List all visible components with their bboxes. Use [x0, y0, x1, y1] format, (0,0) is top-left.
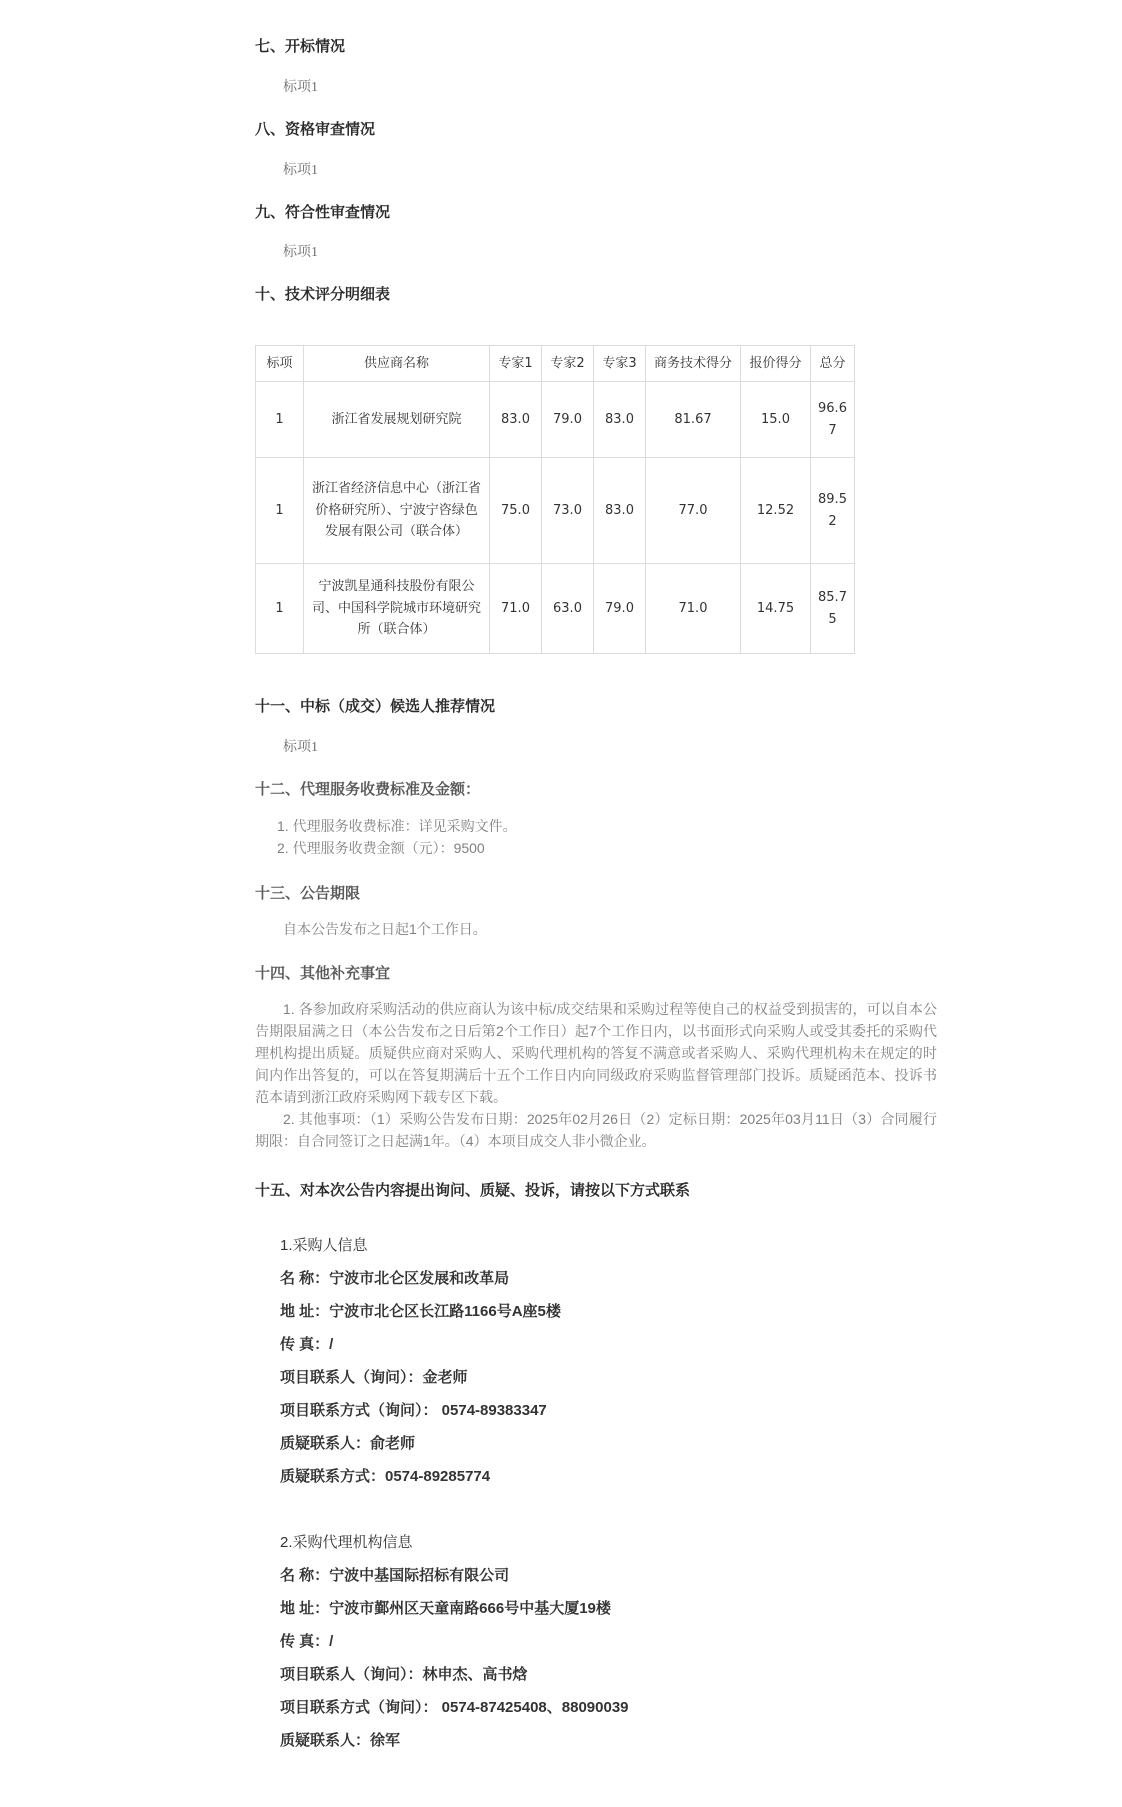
section-qualification-review	[255, 121, 937, 179]
dispute-procedure-paragraph: 1. 各参加政府采购活动的供应商认为该中标/成交结果和采购过程等使自己的权益受到损害的，可以自本公告期限届满之日（本公告发布之日后第2个工作日）起7个工作日内，以书面形式向采购人或受其委托的采购代理机构提出质疑。质疑供应商对采购人、采购代理机构的答复不满意或者采购人、采购代理机构未在规定的时间内作出答复的，可以在答复期满后十五个工作日内向同级政府采购监督管理部门投诉。质疑函范本、投诉书范本请到浙江政府采购网下载专区下载。	[255, 1001, 937, 1105]
agency-name-line: 名 称：宁波中基国际招标有限公司	[280, 1566, 510, 1584]
section-heading-other-matters: 十四、其他补充事宜	[255, 965, 391, 983]
cell-expert3-score: 83.0	[594, 458, 646, 564]
cell-supplier-name: 宁波凯星通科技股份有限公司、中国科学院城市环境研究所（联合体）	[304, 564, 490, 654]
cell-price-score: 14.75	[741, 564, 811, 654]
section-heading-conformity-review: 九、符合性审查情况	[255, 203, 391, 221]
purchaser-address-line: 地 址：宁波市北仑区长江路1166号A座5楼	[280, 1302, 561, 1320]
section-heading-qualification-review: 八、资格审查情况	[255, 120, 376, 138]
agency-info-block	[280, 1526, 937, 1757]
other-items-paragraph: 2. 其他事项：（1）采购公告发布日期：2025年02月26日（2）定标日期：2025年03月11日（3）合同履行期限：自合同签订之日起满1年。（4）本项目成交人非小微企业。	[255, 1111, 937, 1149]
cell-price-score: 12.52	[741, 458, 811, 564]
cell-expert2-score: 79.0	[542, 382, 594, 458]
section-heading-notice-period: 十三、公告期限	[255, 884, 361, 902]
section-open-bid	[255, 38, 937, 96]
agency-fee-standard-line: 1. 代理服务收费标准：详见采购文件。	[277, 817, 517, 834]
cell-business-tech-score: 77.0	[646, 458, 741, 564]
cell-price-score: 15.0	[741, 382, 811, 458]
table-row	[256, 458, 855, 564]
cell-business-tech-score: 71.0	[646, 564, 741, 654]
agency-info-heading: 2.采购代理机构信息	[280, 1533, 413, 1551]
agency-address-line: 地 址：宁波市鄞州区天童南路666号中基大厦19楼	[280, 1599, 611, 1617]
cell-expert2-score: 63.0	[542, 564, 594, 654]
th-bid-item: 标项	[256, 346, 304, 382]
th-supplier-name: 供应商名称	[304, 346, 490, 382]
cell-total-score: 89.52	[811, 458, 855, 564]
cell-bid-item: 1	[256, 382, 304, 458]
purchaser-project-contact-line: 项目联系人（询问）：金老师	[280, 1368, 468, 1386]
bid-item-tab[interactable]: 标项1	[283, 245, 318, 261]
cell-expert3-score: 79.0	[594, 564, 646, 654]
cell-expert2-score: 73.0	[542, 458, 594, 564]
cell-expert3-score: 83.0	[594, 382, 646, 458]
cell-total-score: 96.67	[811, 382, 855, 458]
section-heading-tech-score: 十、技术评分明细表	[255, 286, 391, 304]
agency-project-contact-line: 项目联系人（询问）：林申杰、高书焓	[280, 1665, 528, 1683]
th-expert1: 专家1	[490, 346, 542, 382]
cell-business-tech-score: 81.67	[646, 382, 741, 458]
section-heading-open-bid: 七、开标情况	[255, 38, 346, 55]
notice-period-text: 自本公告发布之日起1个工作日。	[283, 921, 487, 938]
purchaser-project-phone-line: 项目联系方式（询问）： 0574-89383347	[280, 1401, 547, 1419]
purchaser-info-block	[280, 1229, 937, 1493]
table-header-row	[256, 346, 855, 382]
section-conformity-review	[255, 204, 937, 262]
agency-fee-lines	[277, 815, 937, 859]
section-agency-fee	[255, 781, 937, 859]
section-tech-score-detail	[255, 286, 937, 654]
cell-expert1-score: 71.0	[490, 564, 542, 654]
section-heading-winning-candidates: 十一、中标（成交）候选人推荐情况	[255, 698, 496, 715]
agency-dispute-contact-line: 质疑联系人：徐军	[280, 1731, 401, 1749]
purchaser-dispute-contact-line: 质疑联系人：俞老师	[280, 1434, 416, 1452]
other-matters-paragraphs	[255, 998, 937, 1152]
purchaser-fax-line: 传 真：/	[280, 1335, 334, 1353]
section-winning-candidates	[255, 698, 937, 756]
cell-supplier-name: 浙江省经济信息中心（浙江省价格研究所）、宁波宁咨绿色发展有限公司（联合体）	[304, 458, 490, 564]
bid-item-tab[interactable]: 标项1	[283, 79, 318, 95]
cell-supplier-name: 浙江省发展规划研究院	[304, 382, 490, 458]
purchaser-name-line: 名 称：宁波市北仑区发展和改革局	[280, 1269, 510, 1287]
agency-fax-line: 传 真：/	[280, 1632, 334, 1650]
cell-expert1-score: 75.0	[490, 458, 542, 564]
cell-bid-item: 1	[256, 458, 304, 564]
cell-bid-item: 1	[256, 564, 304, 654]
bid-item-tab[interactable]: 标项1	[283, 162, 318, 178]
th-expert3: 专家3	[594, 346, 646, 382]
purchaser-info-heading: 1.采购人信息	[280, 1236, 368, 1254]
th-total-score: 总分	[811, 346, 855, 382]
cell-expert1-score: 83.0	[490, 382, 542, 458]
agency-fee-amount-line: 2. 代理服务收费金额（元）：9500	[277, 839, 485, 856]
section-notice-period	[255, 885, 937, 940]
section-contact-info	[255, 1182, 937, 1757]
purchaser-dispute-phone-line: 质疑联系方式：0574-89285774	[280, 1467, 491, 1485]
section-heading-agency-fee: 十二、代理服务收费标准及金额：	[255, 780, 481, 798]
agency-project-phone-line: 项目联系方式（询问）： 0574-87425408、88090039	[280, 1698, 629, 1716]
table-row	[256, 564, 855, 654]
th-expert2: 专家2	[542, 346, 594, 382]
bid-item-tab[interactable]: 标项1	[283, 739, 318, 755]
th-business-tech-score: 商务技术得分	[646, 346, 741, 382]
section-heading-contact-info: 十五、对本次公告内容提出询问、质疑、投诉，请按以下方式联系	[255, 1182, 691, 1199]
th-price-score: 报价得分	[741, 346, 811, 382]
tech-score-table	[255, 345, 855, 654]
table-row	[256, 382, 855, 458]
section-other-matters	[255, 965, 937, 1152]
cell-total-score: 85.75	[811, 564, 855, 654]
